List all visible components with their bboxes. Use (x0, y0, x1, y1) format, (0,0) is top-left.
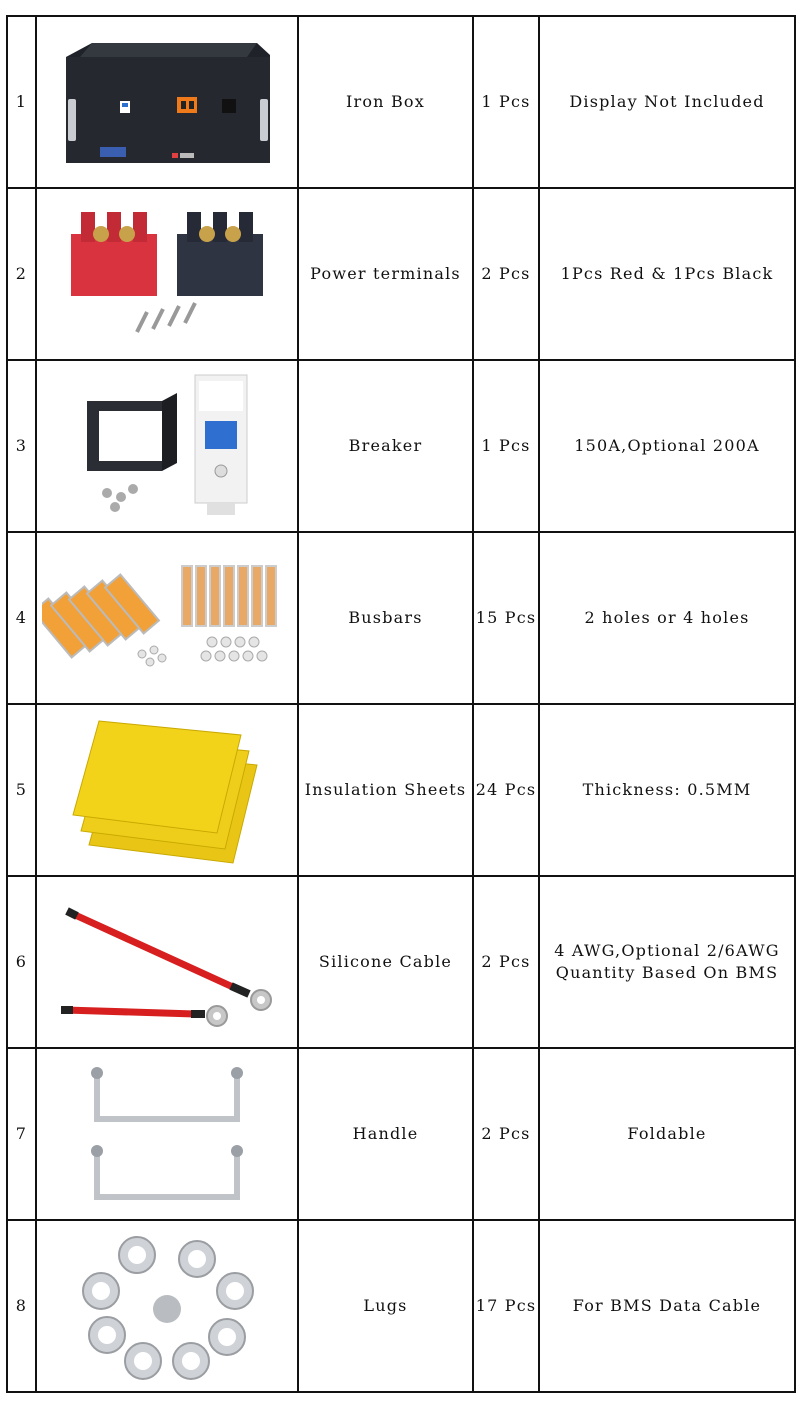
iron-box-image (62, 35, 272, 170)
item-number: 8 (7, 1220, 36, 1392)
table-row (7, 188, 795, 360)
silicone-cable-image (45, 892, 289, 1032)
handle-image (67, 1059, 267, 1209)
item-quantity: 15 Pcs (473, 532, 539, 704)
item-note (539, 1220, 795, 1392)
lugs-image (67, 1231, 267, 1381)
item-name: Iron Box (298, 16, 473, 188)
item-number: 4 (7, 532, 36, 704)
item-quantity: 1 Pcs (473, 16, 539, 188)
item-quantity: 2 Pcs (473, 188, 539, 360)
item-note (539, 704, 795, 876)
item-quantity: 2 Pcs (473, 876, 539, 1048)
item-name: Busbars (298, 532, 473, 704)
item-note (539, 188, 795, 360)
note-line: 1Pcs Red & 1Pcs Black (560, 264, 774, 283)
item-image-cell (36, 188, 298, 360)
item-note (539, 532, 795, 704)
note-line: 4 AWG,Optional 2/6AWG (554, 941, 780, 960)
table-row (7, 1048, 795, 1220)
item-number: 5 (7, 704, 36, 876)
item-number: 6 (7, 876, 36, 1048)
item-name: Silicone Cable (298, 876, 473, 1048)
item-number: 2 (7, 188, 36, 360)
item-name: Insulation Sheets (298, 704, 473, 876)
item-name: Lugs (298, 1220, 473, 1392)
item-quantity: 2 Pcs (473, 1048, 539, 1220)
item-image-cell (36, 360, 298, 532)
item-quantity: 17 Pcs (473, 1220, 539, 1392)
table-row (7, 1220, 795, 1392)
note-line: Foldable (627, 1124, 707, 1143)
note-line: 2 holes or 4 holes (584, 608, 750, 627)
parts-list-table (6, 15, 796, 1393)
note-line: 150A,Optional 200A (574, 436, 760, 455)
item-note (539, 360, 795, 532)
note-line: Thickness: 0.5MM (582, 780, 752, 799)
item-image-cell (36, 704, 298, 876)
item-image-cell (36, 16, 298, 188)
item-image-cell (36, 1220, 298, 1392)
table-row (7, 360, 795, 532)
item-note (539, 16, 795, 188)
table-row (7, 532, 795, 704)
note-line: Display Not Included (569, 92, 765, 111)
item-number: 7 (7, 1048, 36, 1220)
table-row (7, 876, 795, 1048)
busbars-image (42, 558, 292, 678)
item-number: 3 (7, 360, 36, 532)
item-quantity: 1 Pcs (473, 360, 539, 532)
breaker-image (67, 371, 267, 521)
table-row (7, 16, 795, 188)
note-line: Quantity Based On BMS (555, 963, 779, 982)
item-image-cell (36, 1048, 298, 1220)
note-line: For BMS Data Cable (572, 1296, 762, 1315)
item-name: Breaker (298, 360, 473, 532)
power-terminals-image (67, 204, 267, 344)
item-image-cell (36, 876, 298, 1048)
item-note (539, 876, 795, 1048)
item-quantity: 24 Pcs (473, 704, 539, 876)
insulation-sheets-image (67, 715, 267, 865)
item-name: Power terminals (298, 188, 473, 360)
table-row (7, 704, 795, 876)
item-note (539, 1048, 795, 1220)
item-image-cell (36, 532, 298, 704)
item-name: Handle (298, 1048, 473, 1220)
item-number: 1 (7, 16, 36, 188)
